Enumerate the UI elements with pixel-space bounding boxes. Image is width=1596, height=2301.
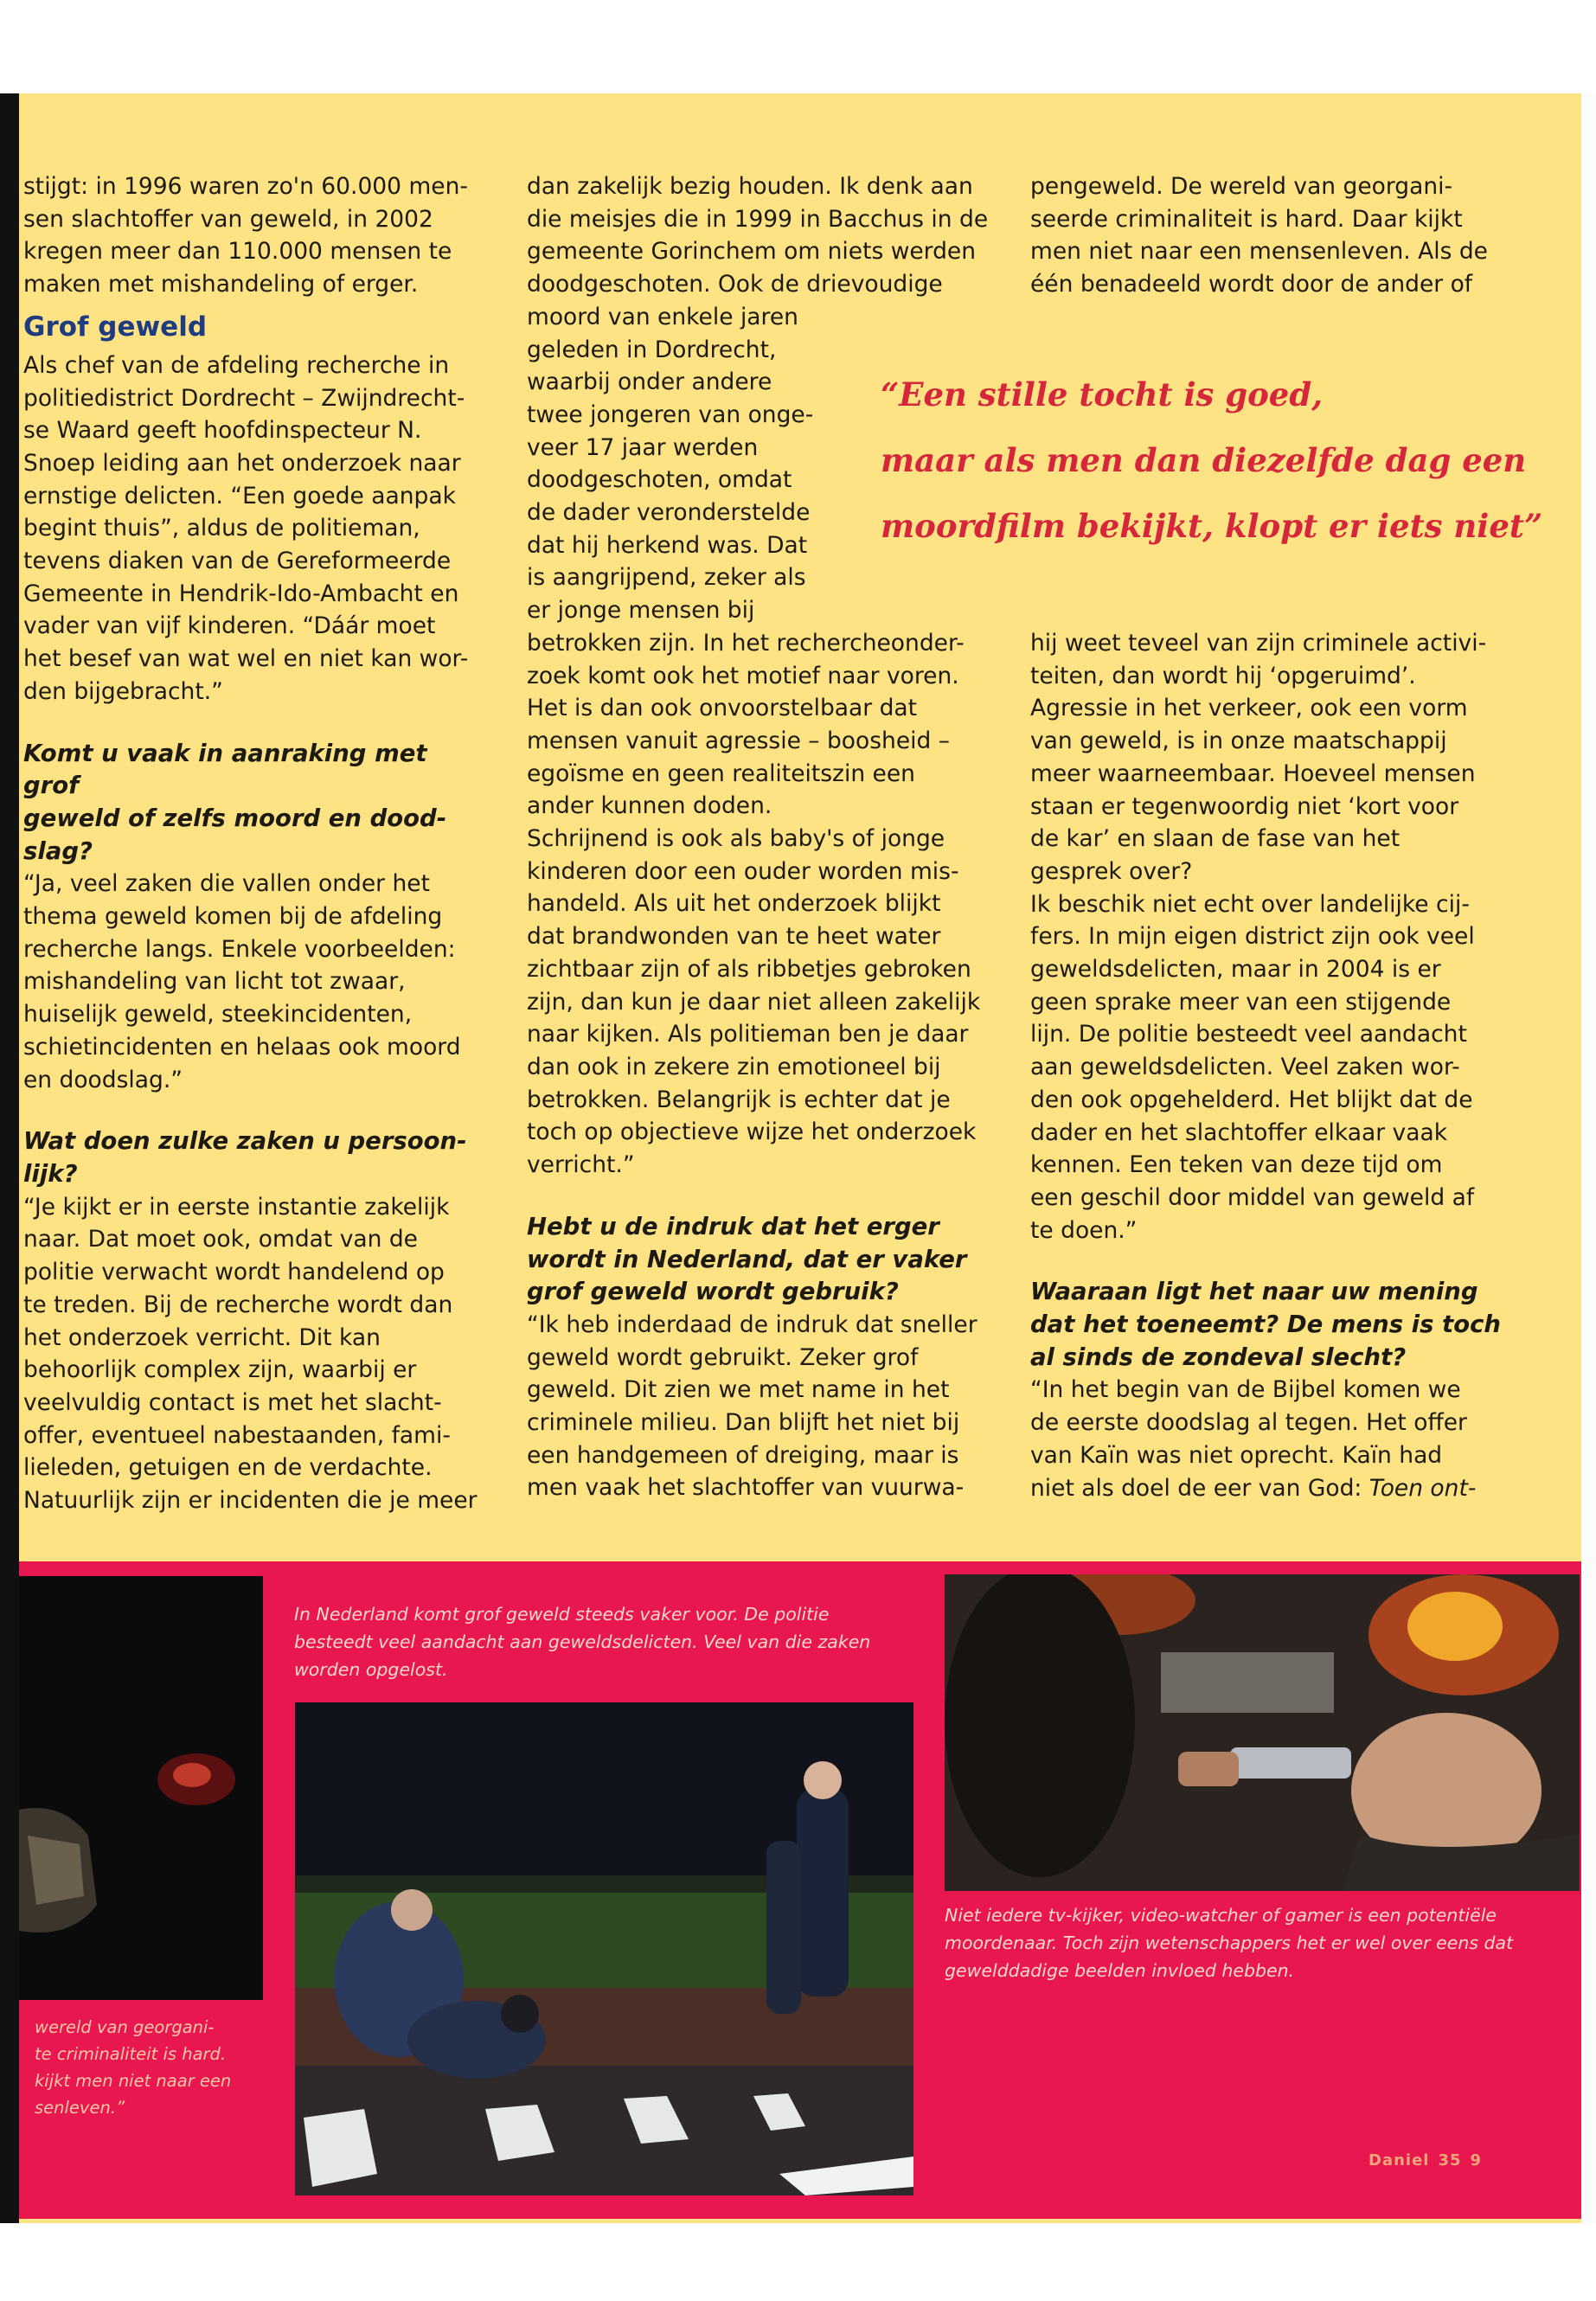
text-line: geweld of zelfs moord en dood- bbox=[23, 804, 447, 832]
text-line: politie verwacht wordt handelend op bbox=[23, 1259, 445, 1286]
text-line: men niet naar een mensenleven. Als de bbox=[1030, 238, 1488, 266]
column-1 bbox=[23, 170, 490, 1517]
photo-dark-mask bbox=[19, 1576, 263, 2000]
text-line: dader en het slachtoffer elkaar vaak bbox=[1030, 1118, 1448, 1146]
text-line: sen slachtoffer van geweld, in 2002 bbox=[23, 205, 433, 233]
answer-1 bbox=[23, 868, 490, 1096]
text-line: Schrijnend is ook als baby's of jonge bbox=[527, 825, 945, 853]
text-line: gesprek over? bbox=[1030, 857, 1193, 885]
text-line: “Je kijkt er in eerste instantie zakelijk bbox=[23, 1193, 450, 1221]
col1-paragraph-1 bbox=[23, 349, 490, 708]
text-line: Natuurlijk zijn er incidenten die je meer bbox=[23, 1487, 478, 1515]
text-line: moordfilm bekijkt, klopt er iets niet” bbox=[881, 507, 1543, 545]
text-line: seerde criminaliteit is hard. Daar kijkt bbox=[1030, 205, 1463, 233]
text-line: te treden. Bij de recherche wordt dan bbox=[23, 1291, 453, 1318]
text-line: doodgeschoten. Ook de drievoudige bbox=[527, 271, 943, 298]
text-line: mensen vanuit agressie – boosheid – bbox=[527, 727, 950, 754]
text-line: hij weet teveel van zijn criminele activi- bbox=[1030, 630, 1487, 657]
column-3 bbox=[1030, 627, 1549, 1504]
issue-number: 35 bbox=[1438, 2151, 1462, 2170]
text-line: fers. In mijn eigen district zijn ook veel bbox=[1030, 923, 1475, 951]
text-line: Gemeente in Hendrik-Ido-Ambacht en bbox=[23, 580, 459, 607]
text-line: men vaak het slachtoffer van vuurwa- bbox=[527, 1474, 965, 1502]
text-line: van Kaïn was niet oprecht. Kaïn had bbox=[1030, 1441, 1443, 1469]
text-line: dat hij herkend was. Dat bbox=[527, 531, 808, 559]
text-line: het onderzoek verricht. Dit kan bbox=[23, 1324, 381, 1351]
text-line: mishandeling van licht tot zwaar, bbox=[23, 968, 406, 996]
text-line: geen sprake meer van een stijgende bbox=[1030, 988, 1452, 1016]
text-line: senleven.” bbox=[35, 2098, 125, 2118]
text-line: slag? bbox=[23, 836, 93, 865]
text-line: te criminaliteit is hard. bbox=[35, 2044, 227, 2064]
text-line: grof geweld wordt gebruik? bbox=[527, 1278, 899, 1306]
pull-quote bbox=[881, 362, 1564, 559]
answer-4-last-line: niet als doel de eer van God: Toen ont- bbox=[1030, 1474, 1477, 1502]
text-line: “Een stille tocht is goed, bbox=[881, 375, 1324, 413]
text-line: den ook opgehelderd. Het blijkt dat de bbox=[1030, 1086, 1473, 1113]
text-line: Komt u vaak in aanraking met grof bbox=[23, 739, 427, 800]
subheading-grof-geweld: Grof geweld bbox=[23, 311, 208, 343]
text-line: Hebt u de indruk dat het erger bbox=[527, 1212, 939, 1240]
text-line: geleden in Dordrecht, bbox=[527, 336, 777, 363]
text-line: een handgemeen of dreiging, maar is bbox=[527, 1441, 959, 1469]
scan-edge-left bbox=[0, 93, 19, 2223]
text-line: egoïsme en geen realiteitszin een bbox=[527, 760, 915, 787]
text-line: zichtbaar zijn of als ribbetjes gebroken bbox=[527, 955, 971, 983]
text-line: moord van enkele jaren bbox=[527, 303, 798, 330]
text-line: huiselijk geweld, steekincidenten, bbox=[23, 1001, 413, 1029]
text-line: kijkt men niet naar een bbox=[35, 2071, 232, 2091]
col3-top-text bbox=[1030, 170, 1549, 301]
text-line: geweldsdelicten, maar in 2004 is er bbox=[1030, 956, 1441, 984]
text-line: Snoep leiding aan het onderzoek naar bbox=[23, 449, 461, 477]
text-line: doodgeschoten, omdat bbox=[527, 466, 792, 494]
magazine-name: Daniel bbox=[1368, 2151, 1430, 2170]
col2-top bbox=[527, 170, 1011, 301]
text-line: dat brandwonden van te heet water bbox=[527, 923, 941, 951]
text-line: een geschil door middel van geweld af bbox=[1030, 1183, 1475, 1211]
text-line: kregen meer dan 110.000 mensen te bbox=[23, 238, 452, 266]
answer-2 bbox=[23, 1191, 490, 1517]
text-line: offer, eventueel nabestaanden, fami- bbox=[23, 1421, 451, 1449]
text-line: ernstige delicten. “Een goede aanpak bbox=[23, 482, 456, 510]
text-line: naar kijken. Als politieman ben je daar bbox=[527, 1021, 969, 1048]
page-number: 9 bbox=[1470, 2151, 1483, 2170]
text-line: zoek komt ook het motief naar voren. bbox=[527, 662, 959, 689]
text-line: stijgt: in 1996 waren zo'n 60.000 men- bbox=[23, 173, 468, 200]
text-line: dan zakelijk bezig houden. Ik denk aan bbox=[527, 173, 973, 200]
scan-edge-right bbox=[1581, 93, 1596, 2223]
text-line: de kar’ en slaan de fase van het bbox=[1030, 825, 1401, 853]
text-line: Agressie in het verkeer, ook een vorm bbox=[1030, 695, 1468, 722]
answer-4 bbox=[1030, 1374, 1549, 1471]
text-line: tevens diaken van de Gereformeerde bbox=[23, 548, 452, 575]
text-line: thema geweld komen bij de afdeling bbox=[23, 903, 443, 931]
text-line: begint thuis”, aldus de politieman, bbox=[23, 515, 420, 542]
question-1 bbox=[23, 738, 490, 868]
text-line: verricht.” bbox=[527, 1151, 635, 1179]
text-line: pengeweld. De wereld van georgani- bbox=[1030, 173, 1453, 200]
text-line: veelvuldig contact is met het slacht- bbox=[23, 1388, 442, 1416]
col2-narrow-text bbox=[527, 301, 814, 627]
text-line: politiedistrict Dordrecht – Zwijndrecht- bbox=[23, 384, 465, 412]
question-3 bbox=[527, 1211, 1011, 1309]
text-line: één benadeeld wordt door de ander of bbox=[1030, 271, 1473, 298]
text-line: lieleden, getuigen en de verdachte. bbox=[23, 1454, 433, 1482]
text-line: dan ook in zekere zin emotioneel bij bbox=[527, 1053, 941, 1080]
text-line: er jonge mensen bij bbox=[527, 597, 755, 625]
text-line: de dader veronderstelde bbox=[527, 499, 811, 527]
text-line: het besef van wat wel en niet kan wor- bbox=[23, 645, 469, 673]
col3-rest bbox=[1030, 627, 1549, 1247]
text-line: den bijgebracht.” bbox=[23, 677, 223, 705]
column-3-top bbox=[1030, 170, 1549, 301]
text-line: teiten, dan wordt hij ‘opgeruimd’. bbox=[1030, 662, 1416, 689]
text-line: dat het toeneemt? De mens is toch bbox=[1030, 1311, 1501, 1339]
text-line: se Waard geeft hoofdinspecteur N. bbox=[23, 417, 422, 445]
text-line: ander kunnen doden. bbox=[527, 792, 772, 820]
text-line: Wat doen zulke zaken u persoon- bbox=[23, 1127, 467, 1156]
text-line: zijn, dan kun je daar niet alleen zakelijk bbox=[527, 988, 981, 1016]
text-line: van geweld, is in onze maatschappij bbox=[1030, 727, 1447, 755]
photo-police-arrest bbox=[295, 1702, 913, 2195]
text-line: Waaraan ligt het naar uw mening bbox=[1030, 1278, 1478, 1306]
text-line: waarbij onder andere bbox=[527, 369, 772, 396]
answer-3 bbox=[527, 1309, 1011, 1504]
text-line: handeld. Als uit het onderzoek blijkt bbox=[527, 890, 941, 918]
text-line: kennen. Een teken van deze tijd om bbox=[1030, 1151, 1443, 1179]
text-line: vader van vijf kinderen. “Dáár moet bbox=[23, 612, 436, 640]
text-line: recherche langs. Enkele voorbeelden: bbox=[23, 935, 456, 963]
text-line: toch op objectieve wijze het onderzoek bbox=[527, 1118, 977, 1146]
text-line: wereld van georgani- bbox=[35, 2017, 215, 2037]
question-2 bbox=[23, 1125, 490, 1190]
text-line: staan er tegenwoordig niet ‘kort voor bbox=[1030, 792, 1459, 820]
text-line: wordt in Nederland, dat er vaker bbox=[527, 1245, 967, 1273]
text-line: de eerste doodslag al tegen. Het offer bbox=[1030, 1409, 1467, 1437]
col1-intro bbox=[23, 170, 490, 301]
text-line: twee jongeren van onge- bbox=[527, 401, 814, 428]
text-line: Als chef van de afdeling recherche in bbox=[23, 351, 450, 379]
text-line: betrokken. Belangrijk is echter dat je bbox=[527, 1086, 951, 1113]
text-line: naar. Dat moet ook, omdat van de bbox=[23, 1226, 418, 1253]
caption-left-quote bbox=[35, 2014, 272, 2121]
text-line: criminele milieu. Dan blijft het niet bij bbox=[527, 1409, 960, 1437]
text-line: maken met mishandeling of erger. bbox=[23, 271, 419, 298]
text-line: gemeente Gorinchem om niets werden bbox=[527, 238, 977, 266]
text-line: meer waarneembaar. Hoeveel mensen bbox=[1030, 760, 1476, 787]
text-line: aan geweldsdelicten. Veel zaken wor- bbox=[1030, 1054, 1460, 1081]
text-line: veer 17 jaar werden bbox=[527, 433, 759, 461]
col2-rest bbox=[527, 627, 1011, 1182]
text-line: al sinds de zondeval slecht? bbox=[1030, 1343, 1407, 1371]
text-line: “In het begin van de Bijbel komen we bbox=[1030, 1376, 1461, 1404]
text-line: kinderen door een ouder worden mis- bbox=[527, 857, 959, 885]
text-line: “Ik heb inderdaad de indruk dat sneller bbox=[527, 1311, 977, 1338]
text-line: geweld wordt gebruikt. Zeker grof bbox=[527, 1343, 919, 1371]
caption-right: Niet iedere tv-kijker, video-watcher of gamer is een potentiële moordenaar. Toch zijn wetenschappers het er wel over eens dat gewelddadige beelden invloed hebben. bbox=[945, 1905, 1514, 1981]
text-line: geweld. Dit zien we met name in het bbox=[527, 1376, 950, 1404]
text-line: te doen.” bbox=[1030, 1216, 1138, 1244]
text-line: lijn. De politie besteedt veel aandacht bbox=[1030, 1021, 1467, 1048]
caption-middle: In Nederland komt grof geweld steeds vaker voor. De politie besteedt veel aandacht aan geweldsdelicten. Veel van die zaken worden opgelost. bbox=[294, 1604, 871, 1680]
text-line: lijk? bbox=[23, 1159, 78, 1188]
text-line: schietincidenten en helaas ook moord bbox=[23, 1033, 461, 1061]
text-line: Ik beschik niet echt over landelijke cij- bbox=[1030, 890, 1470, 918]
photo-video-game-scene bbox=[945, 1574, 1580, 1891]
question-4 bbox=[1030, 1276, 1549, 1374]
text-line: “Ja, veel zaken die vallen onder het bbox=[23, 870, 430, 898]
text-line: maar als men dan diezelfde dag een bbox=[881, 441, 1527, 479]
text-line: behoorlijk complex zijn, waarbij er bbox=[23, 1356, 417, 1384]
text-line: die meisjes die in 1999 in Bacchus in de bbox=[527, 205, 989, 233]
text-line: is aangrijpend, zeker als bbox=[527, 564, 806, 592]
page-footer bbox=[1368, 2151, 1490, 2170]
text-line: Het is dan ook onvoorstelbaar dat bbox=[527, 695, 918, 722]
text-line: en doodslag.” bbox=[23, 1066, 183, 1093]
text-line: betrokken zijn. In het rechercheonder- bbox=[527, 629, 965, 657]
bible-quote-start: Toen ont- bbox=[1368, 1474, 1477, 1502]
